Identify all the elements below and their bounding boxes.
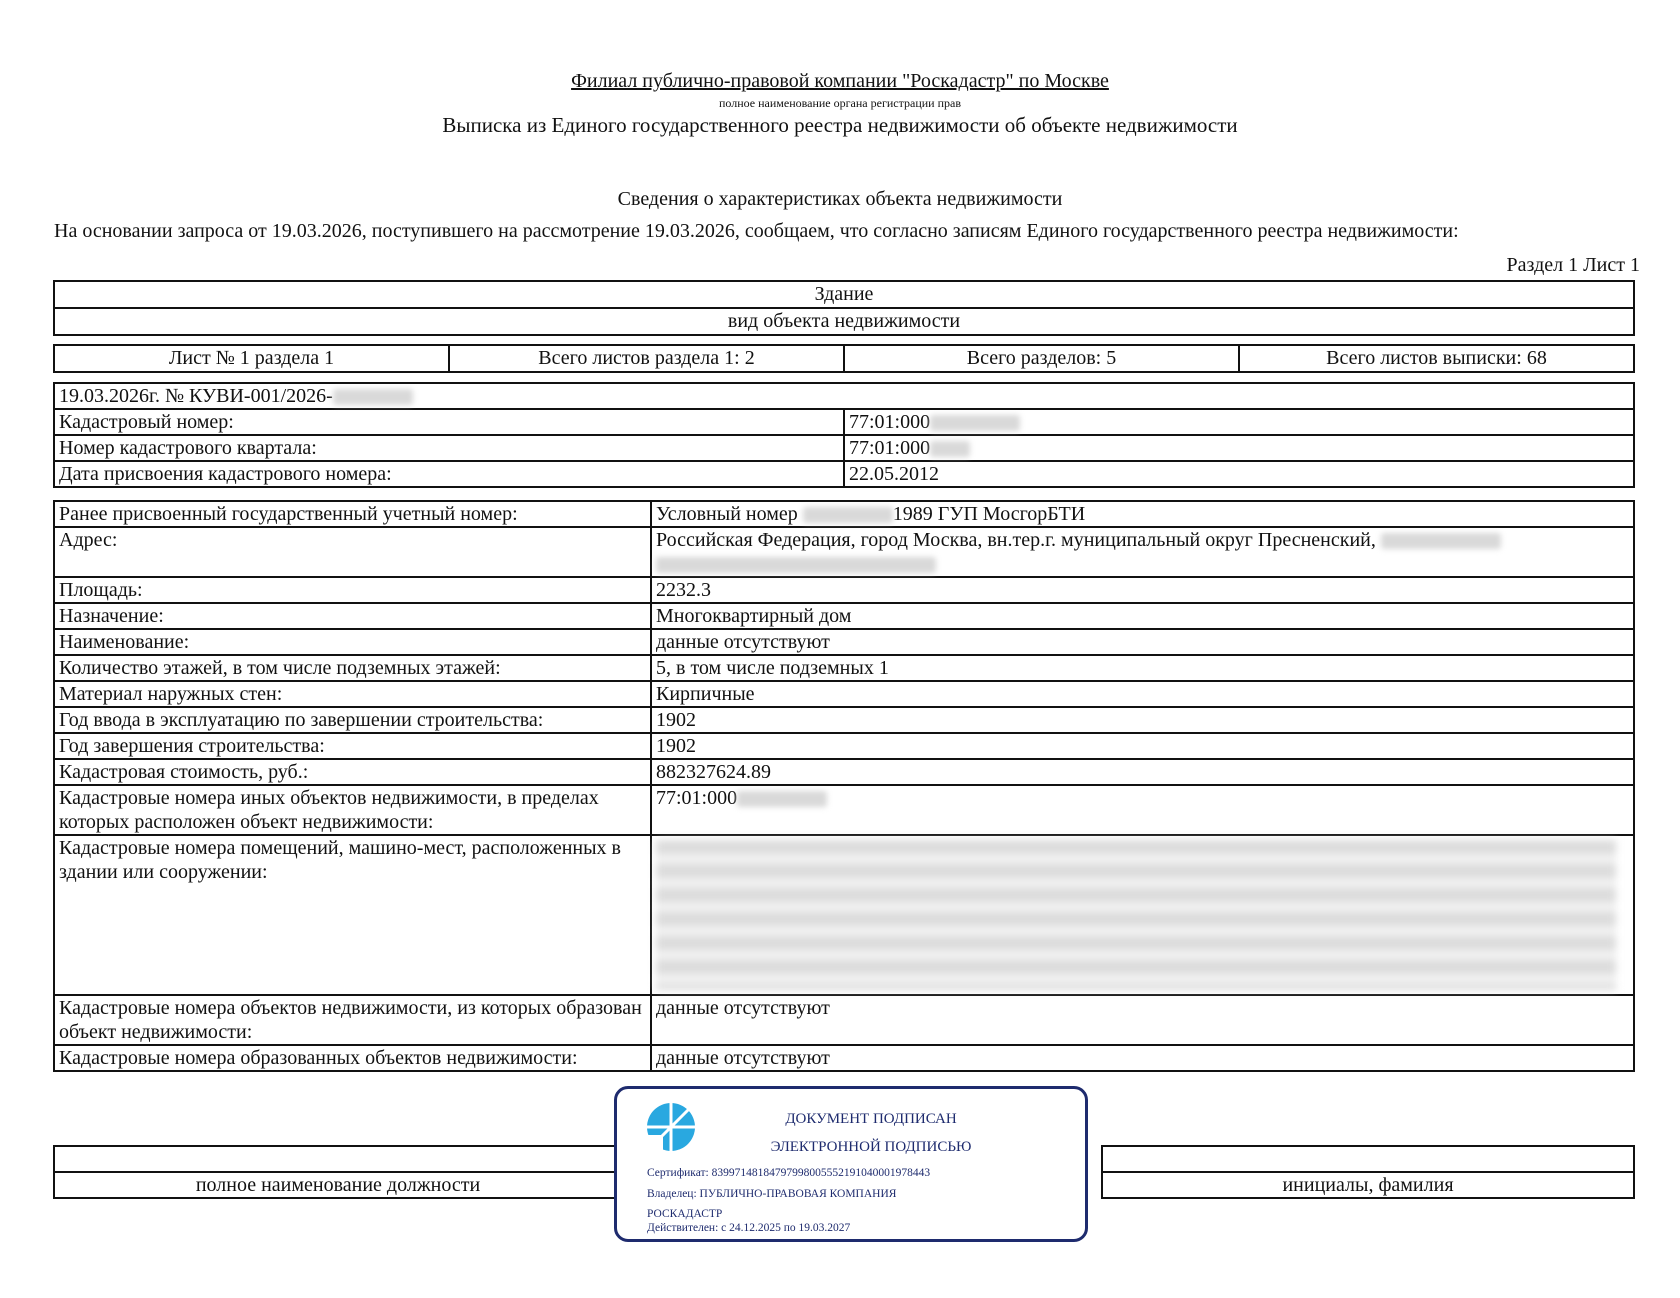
stamp-owner: Владелец: ПУБЛИЧНО-ПРАВОВАЯ КОМПАНИЯ [647,1188,897,1200]
intro-text: На основании запроса от 19.03.2026, поступившего на рассмотрение 19.03.2026, сообщаем, что согласно записям Единого государственного реестра недвижимости: [54,220,1459,242]
field-value: Многоквартирный дом [651,603,1634,629]
quarter-number: 77:01:000 [849,437,931,459]
stamp-line-1: ДОКУМЕНТ ПОДПИСАН [785,1111,957,1127]
field-value [844,409,1634,435]
organization-caption: полное наименование органа регистрации прав [718,96,962,110]
e-signature-stamp [614,1086,1088,1242]
cadastral-number: 77:01:000 [849,411,931,433]
stamp-validity: Действителен: с 24.12.2025 по 19.03.2027 [647,1222,851,1234]
field-label: Кадастровые номера образованных объектов недвижимости: [54,1045,651,1071]
stamp-line-2: ЭЛЕКТРОННОЙ ПОДПИСЬЮ [770,1139,972,1155]
address-value [651,527,1634,577]
object-type-table [53,280,1635,336]
redacted-area [930,441,970,457]
redacted-area [333,389,413,405]
name-caption: инициалы, фамилия [1102,1172,1634,1198]
field-value: 22.05.2012 [844,461,1634,487]
field-label: Год ввода в эксплуатацию по завершении строительства: [54,707,651,733]
field-label: Назначение: [54,603,651,629]
record-number [54,383,1634,409]
stamp-owner-name: РОСКАДАСТР [647,1208,723,1220]
field-value [651,501,1634,527]
field-label: Ранее присвоенный государственный учетный номер: [54,501,651,527]
field-value: 1902 [651,733,1634,759]
position-caption: полное наименование должности [54,1172,622,1198]
field-label: Номер кадастрового квартала: [54,435,844,461]
sheet-number: Лист № 1 раздела 1 [54,345,449,372]
details-table [53,500,1635,1072]
field-label: Наименование: [54,629,651,655]
field-value: данные отсутствуют [651,1045,1634,1071]
field-label: Материал наружных стен: [54,681,651,707]
prev-number-prefix: Условный номер [656,503,798,525]
address-text: Российская Федерация, город Москва, вн.тер.г. муниципальный округ Пресненский, [656,529,1376,551]
prev-number-suffix: 1989 ГУП МосгорБТИ [892,503,1086,525]
parent-number: 77:01:000 [656,787,738,809]
field-label: Количество этажей, в том числе подземных этажей: [54,655,651,681]
redacted-area [737,791,827,807]
field-label: Кадастровые номера объектов недвижимости, из которых образован объект недвижимости: [54,995,651,1045]
redacted-area [656,840,1616,990]
field-label: Кадастровый номер: [54,409,844,435]
field-label: Кадастровая стоимость, руб.: [54,759,651,785]
field-label: Год завершения строительства: [54,733,651,759]
redacted-area [803,507,893,523]
section-title: Сведения о характеристиках объекта недвижимости [617,188,1063,210]
section-sheet-label: Раздел 1 Лист 1 [1506,254,1640,276]
field-label: Адрес: [54,527,651,577]
field-value: 882327624.89 [651,759,1634,785]
field-value: Кирпичные [651,681,1634,707]
name-cell [1102,1146,1634,1172]
position-cell [54,1146,622,1172]
field-value: данные отсутствуют [651,629,1634,655]
object-type: Здание [54,281,1634,308]
field-value: данные отсутствуют [651,995,1634,1045]
redacted-area [930,415,1020,431]
stamp-certificate: Сертификат: 83997148184797998005552191040001978443 [647,1167,931,1179]
field-label: Кадастровые номера иных объектов недвижимости, в пределах которых расположен объект недвижимости: [54,785,651,835]
total-section-sheets: Всего листов раздела 1: 2 [449,345,844,372]
redacted-area [656,557,936,573]
field-value [844,435,1634,461]
sheets-table [53,344,1635,373]
field-label: Площадь: [54,577,651,603]
basic-info-table [53,382,1635,488]
object-type-caption: вид объекта недвижимости [54,308,1634,335]
organization-name: Филиал публично-правовой компании "Роскадастр" по Москве [571,70,1109,92]
field-value: 2232.3 [651,577,1634,603]
redacted-area [1381,533,1501,549]
document-title: Выписка из Единого государственного реестра недвижимости об объекте недвижимости [442,113,1238,137]
rooms-value [651,835,1634,995]
field-label: Дата присвоения кадастрового номера: [54,461,844,487]
total-sections: Всего разделов: 5 [844,345,1239,372]
field-value: 1902 [651,707,1634,733]
field-value [651,785,1634,835]
field-value: 5, в том числе подземных 1 [651,655,1634,681]
total-extract-sheets: Всего листов выписки: 68 [1239,345,1634,372]
field-label: Кадастровые номера помещений, машино-мест, расположенных в здании или сооружении: [54,835,651,995]
record-number-text: 19.03.2026г. № КУВИ-001/2026- [59,385,333,407]
